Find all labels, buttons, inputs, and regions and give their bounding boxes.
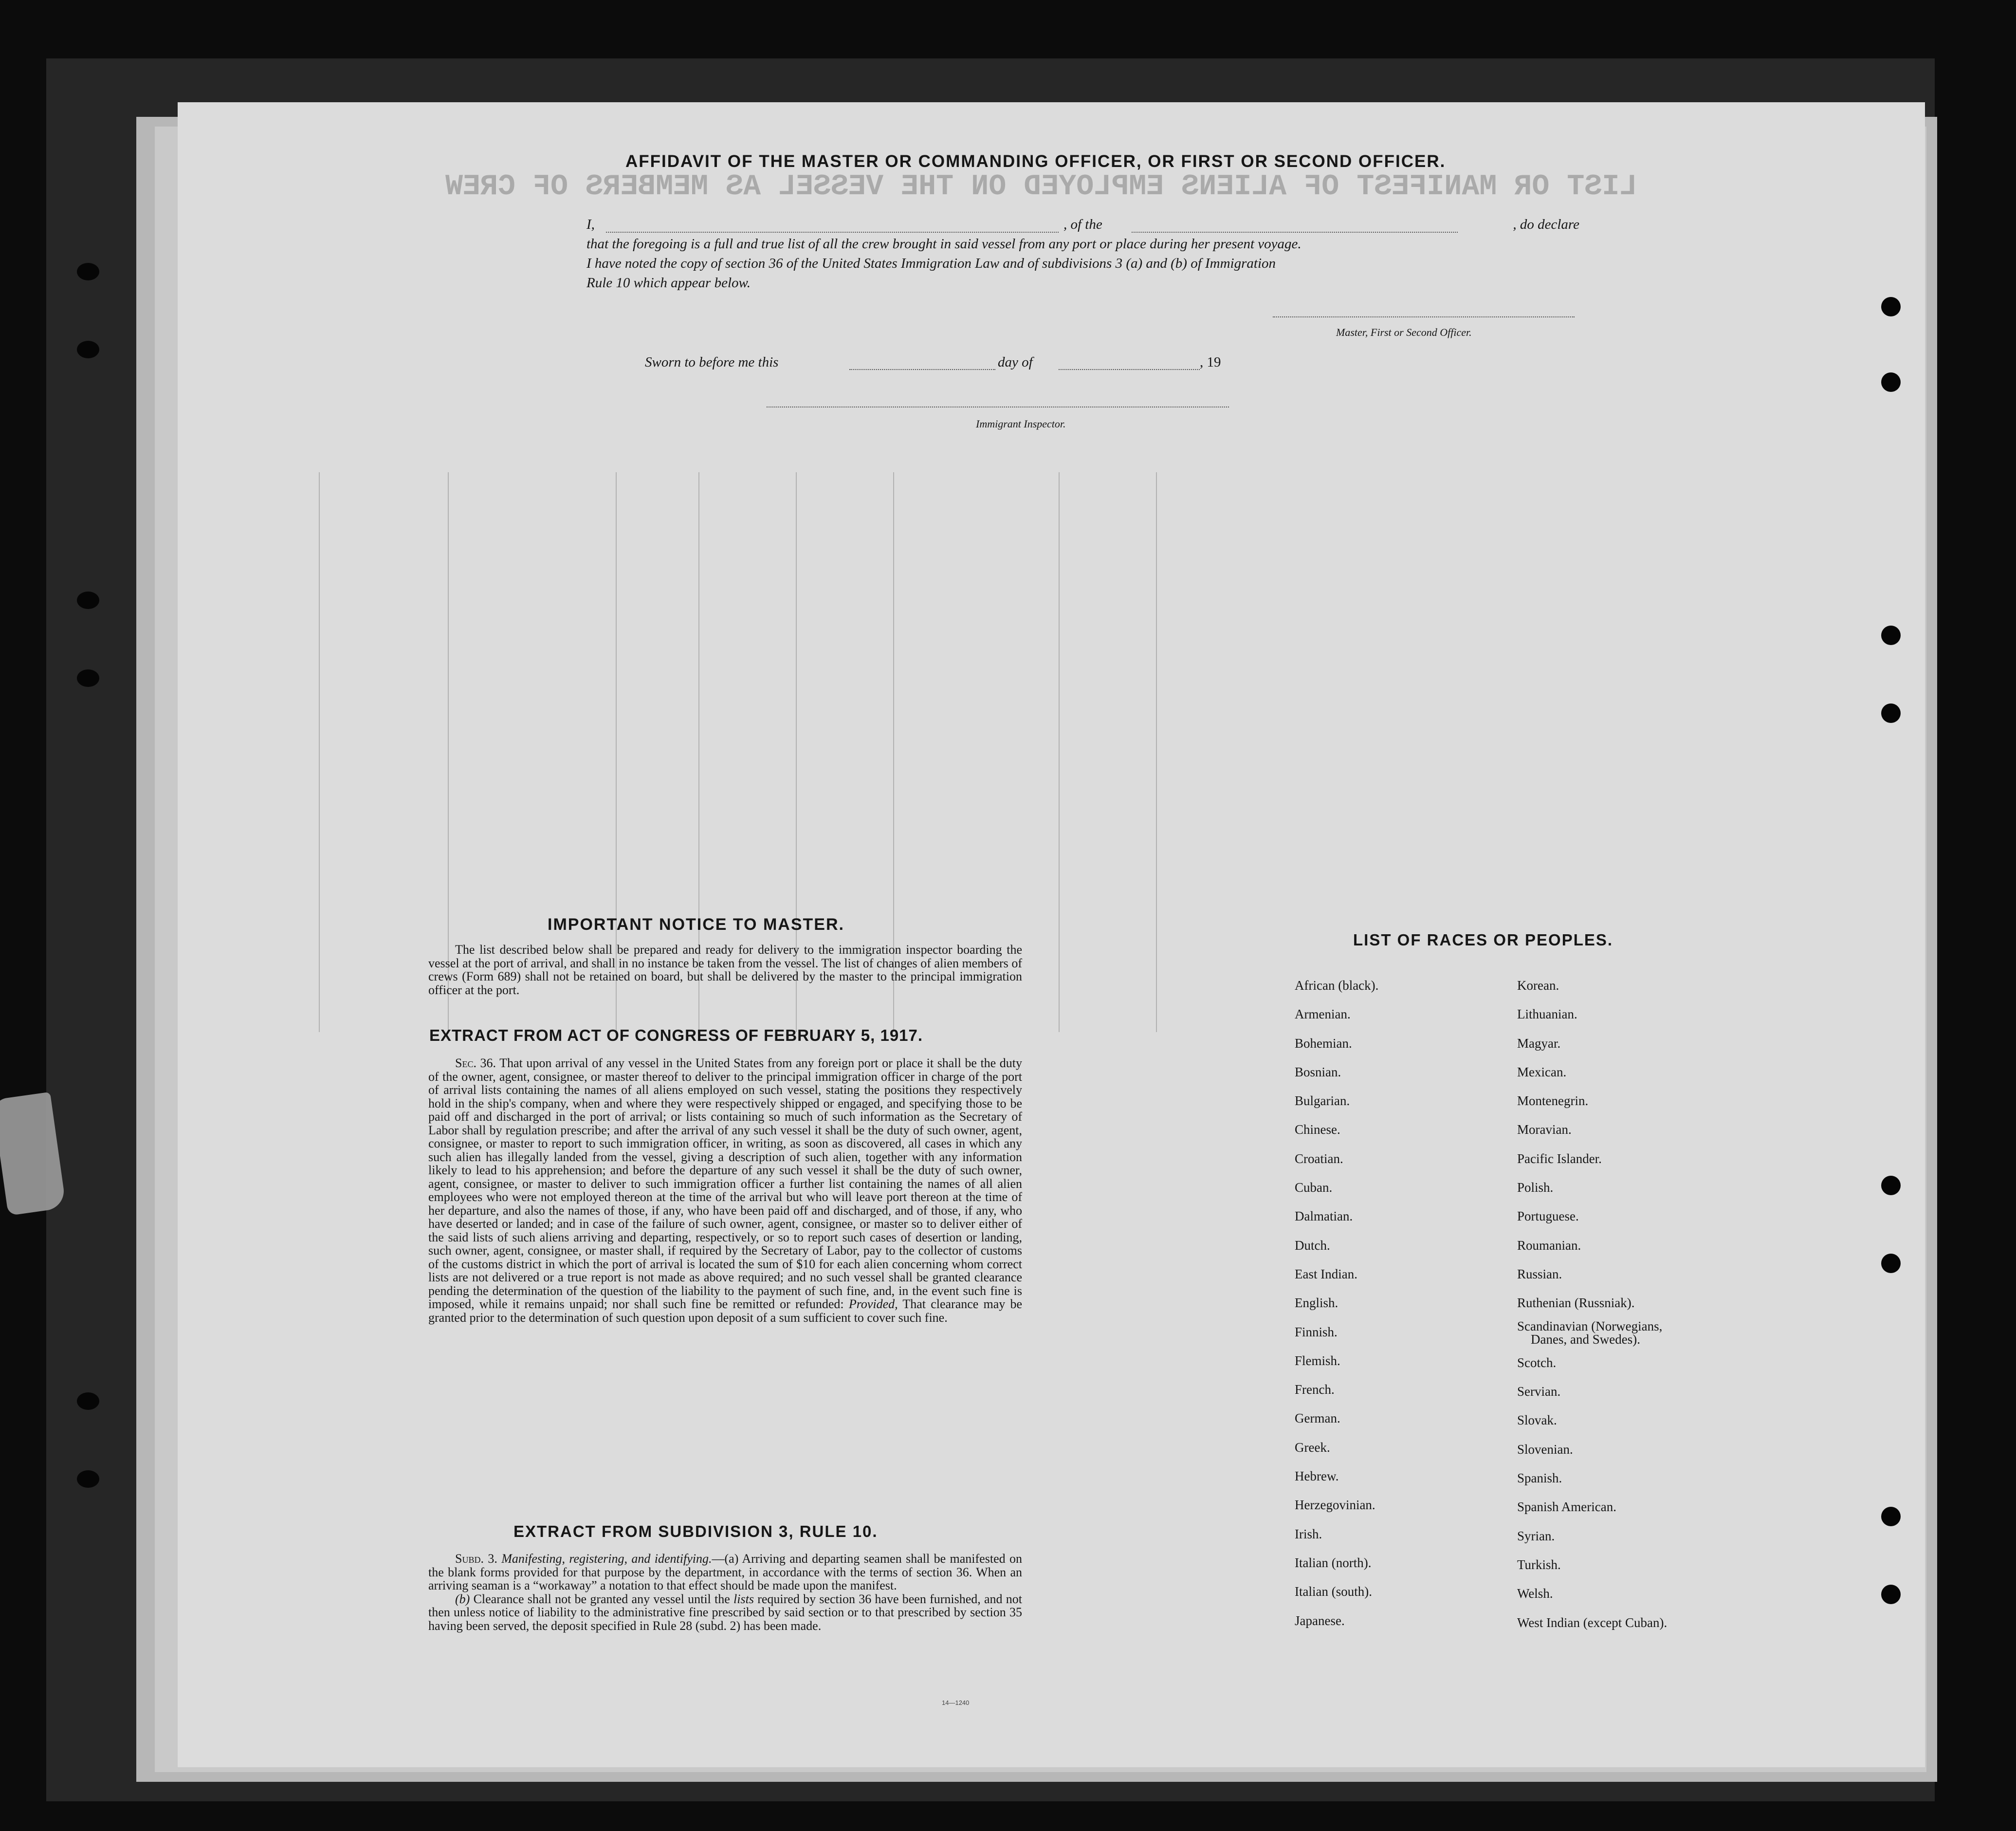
binder-hole bbox=[1881, 297, 1901, 316]
bleed-through: LIST OR MANIFEST OF ALIENS EMPLOYED ON THE VESSEL AS MEMBERS OF CREW bbox=[445, 170, 1637, 203]
race-item: Spanish American. bbox=[1517, 1499, 1616, 1515]
race-item: Lithuanian. bbox=[1517, 1007, 1577, 1022]
subd-b-paragraph bbox=[428, 1592, 1022, 1633]
year-label: , 19 bbox=[1200, 354, 1221, 370]
affidavit-i-label: I, bbox=[586, 217, 595, 232]
subd-heading: Manifesting, registering, and identifying. bbox=[501, 1552, 712, 1566]
officer-signature-blank bbox=[1273, 316, 1575, 317]
race-item: Ruthenian (Russniak). bbox=[1517, 1295, 1635, 1311]
race-item: French. bbox=[1295, 1382, 1335, 1397]
race-item: Mexican. bbox=[1517, 1064, 1567, 1079]
race-item: Montenegrin. bbox=[1517, 1093, 1589, 1109]
race-item: English. bbox=[1295, 1295, 1338, 1311]
races-title: LIST OF RACES OR PEOPLES. bbox=[1353, 931, 1613, 949]
officer-name-blank bbox=[606, 232, 1059, 233]
race-item: Flemish. bbox=[1295, 1353, 1340, 1368]
subd-b-text-2: required by section 36 have been furnished, and not then unless notice of liability to the administrative fine prescribed by said section or to that prescribed by section 35 having been served, the deposit specified in Rule 28 (subd. 2) has been made. bbox=[428, 1591, 1023, 1633]
binder-hole bbox=[1881, 1507, 1901, 1526]
notice-paragraph: The list described below shall be prepared and ready for delivery to the immigration inspector boarding the vessel at the port of arrival, and shall in no instance be taken from the vessel. The list of changes of alien members of crews (Form 689) shall not be retained on board, but shall be delivered by the master to the principal immigration officer at the port. bbox=[428, 943, 1022, 997]
race-item-line: Danes, and Swedes). bbox=[1531, 1332, 1640, 1347]
race-item: Irish. bbox=[1295, 1526, 1322, 1541]
section-36-end: That clearance may be granted prior to the determination of such question upon deposit of a sum sufficient to cover such fine. bbox=[428, 1297, 1023, 1325]
race-item: Armenian. bbox=[1295, 1007, 1351, 1022]
binder-hole bbox=[1881, 703, 1901, 723]
races-left-column bbox=[1295, 971, 1378, 1635]
affidavit-line-3: I have noted the copy of section 36 of the United States Immigration Law and of subdivisions 3 (a) and (b) of Immigration bbox=[586, 256, 1276, 271]
binder-hole bbox=[77, 263, 99, 280]
binder-hole bbox=[1881, 1585, 1901, 1604]
race-item: Dutch. bbox=[1295, 1238, 1330, 1253]
race-item: Slovak. bbox=[1517, 1413, 1557, 1428]
form-number: 14—1240 bbox=[942, 1699, 970, 1706]
race-item: West Indian (except Cuban). bbox=[1517, 1615, 1668, 1630]
race-item: Finnish. bbox=[1295, 1324, 1338, 1339]
race-item: Hebrew. bbox=[1295, 1469, 1339, 1484]
race-item: Japanese. bbox=[1295, 1613, 1345, 1628]
race-item: Bosnian. bbox=[1295, 1064, 1341, 1079]
race-item: German. bbox=[1295, 1411, 1340, 1426]
notice-text bbox=[428, 943, 1022, 997]
race-item: Italian (south). bbox=[1295, 1584, 1372, 1599]
affidavit-line-4: Rule 10 which appear below. bbox=[586, 275, 751, 291]
race-item: Italian (north). bbox=[1295, 1555, 1372, 1570]
binder-hole bbox=[77, 1470, 99, 1488]
affidavit-title: AFFIDAVIT OF THE MASTER OR COMMANDING OFFICER, OR FIRST OR SECOND OFFICER. bbox=[625, 152, 1446, 171]
day-of-label: day of bbox=[998, 354, 1033, 370]
race-item: Moravian. bbox=[1517, 1122, 1572, 1137]
binder-hole bbox=[77, 1392, 99, 1410]
affidavit-line-2: that the foregoing is a full and true list of all the crew brought in said vessel from any port or place during her present voyage. bbox=[586, 236, 1301, 252]
race-item: Greek. bbox=[1295, 1440, 1330, 1455]
race-item-line: Scandinavian (Norwegians, bbox=[1517, 1318, 1663, 1333]
race-item: Herzegovinian. bbox=[1295, 1498, 1375, 1513]
race-item: Chinese. bbox=[1295, 1122, 1340, 1137]
extract-rule-text bbox=[428, 1552, 1022, 1632]
bleed-rule bbox=[1059, 472, 1060, 1032]
extract-act-text bbox=[428, 1056, 1022, 1324]
inspector-caption: Immigrant Inspector. bbox=[976, 418, 1066, 430]
binder-hole bbox=[1881, 1176, 1901, 1195]
binder-hole bbox=[1881, 372, 1901, 392]
provided-label: Provided, bbox=[848, 1297, 898, 1311]
race-item: Cuban. bbox=[1295, 1180, 1333, 1195]
race-item: Dalmatian. bbox=[1295, 1209, 1353, 1224]
race-item: Turkish. bbox=[1517, 1557, 1561, 1572]
subd-a-paragraph bbox=[428, 1552, 1022, 1592]
race-item: Slovenian. bbox=[1517, 1442, 1573, 1457]
binder-hole bbox=[1881, 1254, 1901, 1273]
subd-a-text: —(a) Arriving and departing seamen shall be manifested on the blank forms provided for that purpose by the department, in accordance with the terms of section 36. When an arriving seaman is a “workaway” a notation to that effect should be made upon the manifest. bbox=[428, 1552, 1022, 1592]
race-item: Croatian. bbox=[1295, 1151, 1343, 1166]
binder-hole bbox=[1881, 626, 1901, 645]
binder-hole bbox=[77, 592, 99, 609]
affidavit-of-the-label: , of the bbox=[1063, 217, 1102, 232]
section-36-body: That upon arrival of any vessel in the United States from any foreign port or place it shall be the duty of the owner, agent, consignee, or master thereof to deliver to the principal immigration officer in charge of the port of arrival lists containing the names of all aliens employed on such vessel, stating the positions they respectively hold in the ship's company, when and where they were respectively shipped or engaged, and specifying those to be paid off and discharged in the port of arrival; or lists containing so much of such information as the Secretary of Labor shall by regulation prescribe; and after the arrival of any such vessel it shall be the duty of such owner, agent, consignee, or master to report to such immigration officer, in writing, as soon as discovered, all cases in which any such alien has illegally landed from the vessel, giving a description of such alien, together with any information likely to lead to his apprehension; and before the departure of any such vessel it shall be the duty of such owner, agent, consignee, or master to deliver to such immigration officer a further list containing the names of all alien employees who were not employed thereon at the time of the arrival but who will leave port thereon at the time of her departure, and also the names of those, if any, who have been paid off and discharged, and of those, if any, who have deserted or landed; and in case of the failure of such owner, agent, consignee, or master so to deliver either of the said lists of such aliens arriving and departing, respectively, or so to report such cases of desertion or landing, such owner, agent, consignee, or master shall, if required by the Secretary of Labor, pay to the collector of customs of the customs district in which the port of arrival is located the sum of $10 for each alien concerning whom correct lists are not delivered or a true report is not made as above required; and no such vessel shall be granted clearance pending the determination of the question of the liability to the payment of such fine, and, in the event such fine is imposed, while it remains unpaid; nor shall such fine be remitted or refunded: bbox=[428, 1056, 1022, 1311]
races-right-column bbox=[1517, 971, 1667, 1637]
extract-rule-title: EXTRACT FROM SUBDIVISION 3, RULE 10. bbox=[513, 1522, 878, 1540]
officer-caption: Master, First or Second Officer. bbox=[1336, 326, 1472, 338]
race-item bbox=[1517, 1318, 1667, 1349]
binder-hole bbox=[77, 341, 99, 358]
race-item: Korean. bbox=[1517, 978, 1559, 993]
subd-b-lists: lists bbox=[733, 1591, 754, 1606]
race-item: Magyar. bbox=[1517, 1036, 1561, 1051]
sworn-label: Sworn to before me this bbox=[645, 354, 779, 370]
affidavit-declare-label: , do declare bbox=[1513, 217, 1579, 232]
sworn-day-blank bbox=[849, 369, 995, 370]
affidavit-declaration-line bbox=[586, 217, 1579, 233]
subd-b-text-1: Clearance shall not be granted any vessel until the bbox=[473, 1591, 730, 1606]
bleed-rule bbox=[319, 472, 320, 1032]
vessel-name-blank bbox=[1132, 232, 1458, 233]
binder-hole bbox=[77, 669, 99, 687]
subd-b-label: (b) bbox=[455, 1591, 470, 1606]
race-item: Bulgarian. bbox=[1295, 1093, 1350, 1109]
race-item: East Indian. bbox=[1295, 1266, 1357, 1281]
race-item: Welsh. bbox=[1517, 1586, 1553, 1601]
sec-label: Sec. 36. bbox=[455, 1056, 496, 1070]
race-item: Pacific Islander. bbox=[1517, 1151, 1602, 1166]
race-item: Russian. bbox=[1517, 1266, 1562, 1281]
notice-title: IMPORTANT NOTICE TO MASTER. bbox=[548, 915, 844, 934]
race-item: Portuguese. bbox=[1517, 1209, 1579, 1224]
sworn-month-blank bbox=[1059, 369, 1200, 370]
bleed-rule bbox=[1156, 472, 1157, 1032]
race-item: Bohemian. bbox=[1295, 1036, 1352, 1051]
section-36-paragraph bbox=[428, 1056, 1022, 1324]
race-item: Spanish. bbox=[1517, 1471, 1562, 1486]
subd-label: Subd. 3. bbox=[455, 1552, 497, 1566]
race-item: Roumanian. bbox=[1517, 1238, 1581, 1253]
race-item: Polish. bbox=[1517, 1180, 1554, 1195]
race-item: Scotch. bbox=[1517, 1355, 1557, 1370]
race-item: Servian. bbox=[1517, 1384, 1561, 1399]
race-item: Syrian. bbox=[1517, 1528, 1555, 1543]
extract-act-title: EXTRACT FROM ACT OF CONGRESS OF FEBRUARY 5, 1917. bbox=[429, 1026, 923, 1044]
race-item: African (black). bbox=[1295, 978, 1379, 993]
manifest-page bbox=[178, 102, 1925, 1767]
